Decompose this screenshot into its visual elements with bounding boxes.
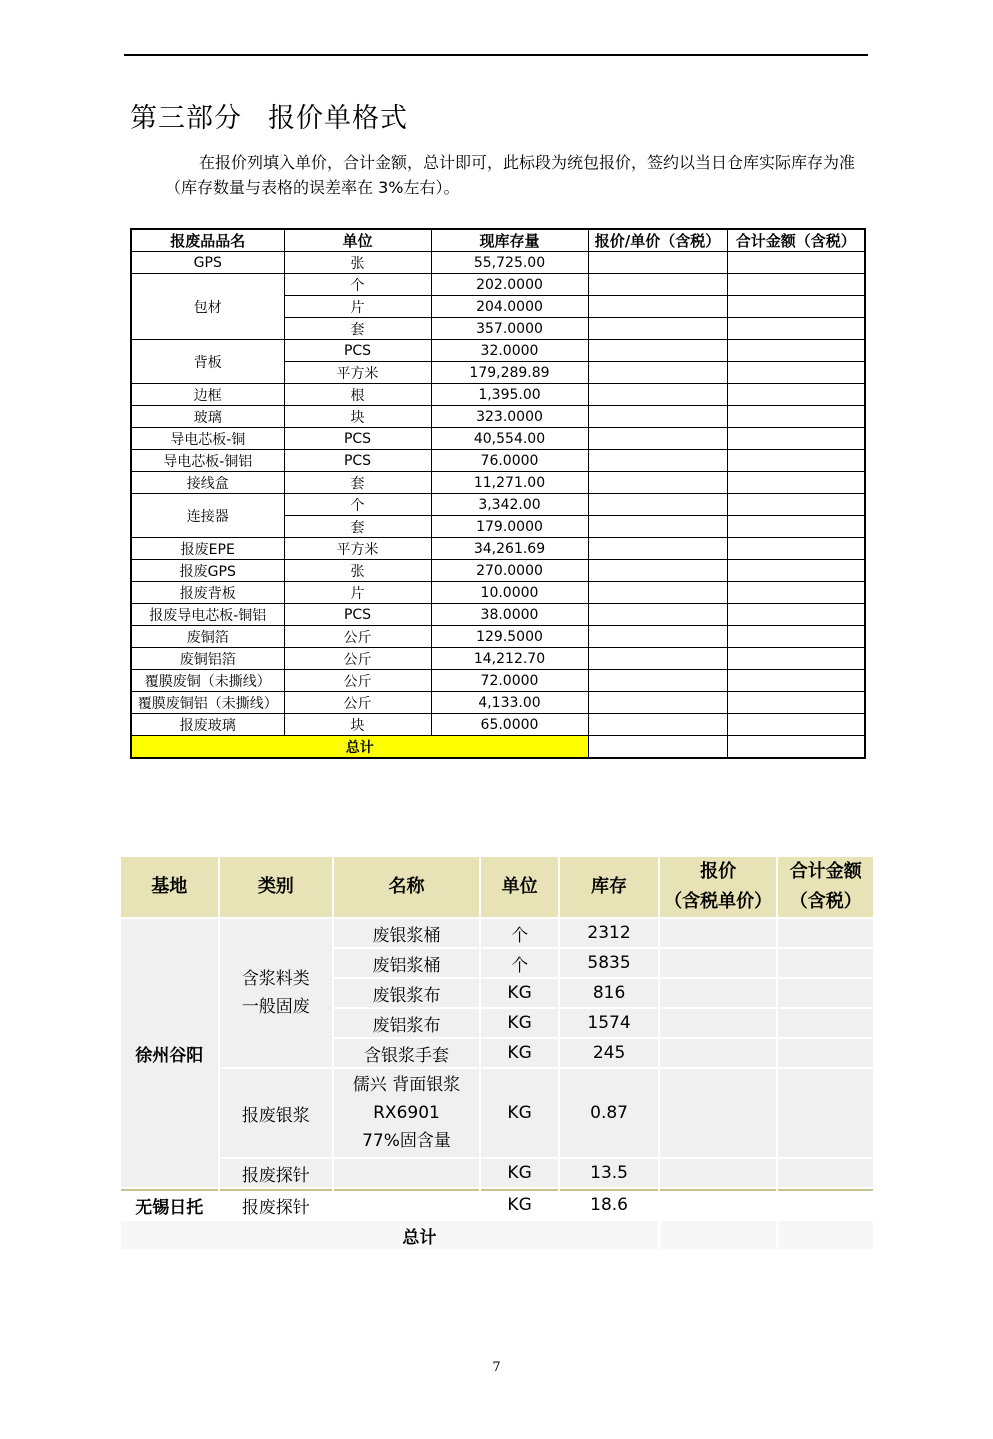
item-name [334, 1159, 479, 1187]
price-input-cell[interactable] [660, 919, 777, 947]
table-row [131, 274, 865, 296]
col-header-base: 基地 [121, 857, 218, 917]
item-stock: 245 [560, 1039, 658, 1067]
table-row [131, 340, 865, 362]
col-header-price: 报价/单价（含税） [588, 229, 727, 252]
item-qty: 323.0000 [431, 406, 588, 428]
amount-header-line2: （含税） [789, 891, 862, 912]
amount-input-cell[interactable] [727, 296, 865, 318]
table-row [121, 919, 873, 947]
price-input-cell[interactable] [660, 1039, 777, 1067]
amount-input-cell[interactable] [778, 1159, 873, 1187]
amount-input-cell[interactable] [727, 428, 865, 450]
amount-input-cell[interactable] [727, 714, 865, 736]
amount-input-cell[interactable] [727, 604, 865, 626]
item-unit: 个 [284, 494, 431, 516]
item-qty: 34,261.69 [431, 538, 588, 560]
total-amount-cell[interactable] [778, 1221, 873, 1249]
col-header-stock: 库存 [560, 857, 658, 917]
table-row [131, 450, 865, 472]
item-name: 导电芯板-铜铝 [131, 450, 284, 472]
item-name [334, 1189, 479, 1219]
price-input-cell[interactable] [588, 670, 727, 692]
item-unit: 个 [481, 949, 558, 977]
quote-table-1 [130, 228, 866, 759]
amount-input-cell[interactable] [727, 450, 865, 472]
col-header-unit: 单位 [284, 229, 431, 252]
item-unit: 片 [284, 582, 431, 604]
table-row [131, 626, 865, 648]
item-stock: 0.87 [560, 1069, 658, 1157]
amount-input-cell[interactable] [778, 1069, 873, 1157]
category-silver-paste: 报废银浆 [220, 1069, 333, 1157]
item-name: 边框 [131, 384, 284, 406]
item-unit: 公斤 [284, 648, 431, 670]
price-input-cell[interactable] [588, 604, 727, 626]
item-name-line3: 77%固含量 [362, 1131, 451, 1151]
table-header-row [131, 229, 865, 252]
item-stock: 5835 [560, 949, 658, 977]
price-header-line2: （含税单价） [664, 891, 773, 912]
item-unit: 根 [284, 384, 431, 406]
table-row [131, 494, 865, 516]
col-header-price [660, 857, 777, 917]
item-qty: 179,289.89 [431, 362, 588, 384]
item-unit: KG [481, 1009, 558, 1037]
amount-input-cell[interactable] [778, 1189, 873, 1219]
item-name: 包材 [131, 274, 284, 340]
table-row [131, 692, 865, 714]
amount-input-cell[interactable] [727, 582, 865, 604]
item-stock: 18.6 [560, 1189, 658, 1219]
item-qty: 179.0000 [431, 516, 588, 538]
amount-input-cell[interactable] [727, 692, 865, 714]
item-stock: 2312 [560, 919, 658, 947]
price-input-cell[interactable] [588, 318, 727, 340]
total-label: 总计 [131, 736, 588, 759]
page-number: 7 [492, 1360, 501, 1375]
item-name-line2: RX6901 [373, 1103, 440, 1123]
item-name [334, 1069, 479, 1157]
item-qty: 204.0000 [431, 296, 588, 318]
item-name: 废银浆桶 [334, 919, 479, 947]
table-row [131, 648, 865, 670]
item-unit: 公斤 [284, 670, 431, 692]
amount-input-cell[interactable] [727, 516, 865, 538]
item-name: 连接器 [131, 494, 284, 538]
price-input-cell[interactable] [588, 472, 727, 494]
item-unit: 公斤 [284, 692, 431, 714]
amount-header-line1: 合计金额 [789, 861, 862, 882]
item-qty: 129.5000 [431, 626, 588, 648]
item-qty: 72.0000 [431, 670, 588, 692]
base-wuxi: 无锡日托 [121, 1189, 218, 1219]
category-line2: 一般固废 [241, 997, 310, 1017]
item-unit: PCS [284, 604, 431, 626]
item-name: 废铜箔 [131, 626, 284, 648]
item-unit: PCS [284, 428, 431, 450]
amount-input-cell[interactable] [778, 919, 873, 947]
item-stock: 816 [560, 979, 658, 1007]
item-qty: 38.0000 [431, 604, 588, 626]
item-name: 报废EPE [131, 538, 284, 560]
category-probe: 报废探针 [220, 1159, 333, 1187]
item-name: 报废导电芯板-铜铝 [131, 604, 284, 626]
item-name: 报废玻璃 [131, 714, 284, 736]
item-name: 报废GPS [131, 560, 284, 582]
item-name: 废铝浆布 [334, 1009, 479, 1037]
item-qty: 65.0000 [431, 714, 588, 736]
item-unit: PCS [284, 450, 431, 472]
item-qty: 11,271.00 [431, 472, 588, 494]
item-name: 废铜铝箔 [131, 648, 284, 670]
table-row [131, 604, 865, 626]
amount-input-cell[interactable] [727, 626, 865, 648]
item-qty: 14,212.70 [431, 648, 588, 670]
total-price-cell[interactable] [588, 736, 727, 759]
table-row [121, 1189, 873, 1219]
price-input-cell[interactable] [660, 1009, 777, 1037]
item-name: 导电芯板-铜 [131, 428, 284, 450]
item-name: 废铝浆桶 [334, 949, 479, 977]
section-title: 报价单格式 [268, 103, 408, 134]
total-row [121, 1221, 873, 1249]
item-qty: 3,342.00 [431, 494, 588, 516]
col-header-name: 名称 [334, 857, 479, 917]
item-unit: KG [481, 1039, 558, 1067]
price-input-cell[interactable] [588, 450, 727, 472]
amount-input-cell[interactable] [727, 648, 865, 670]
item-unit: 张 [284, 252, 431, 274]
item-qty: 10.0000 [431, 582, 588, 604]
amount-input-cell[interactable] [727, 340, 865, 362]
price-input-cell[interactable] [588, 560, 727, 582]
item-unit: 块 [284, 714, 431, 736]
base-xuzhou: 徐州谷阳 [121, 919, 218, 1187]
table-header-row [121, 857, 873, 917]
table-row [131, 428, 865, 450]
table-row [121, 1159, 873, 1187]
col-header-category: 类别 [220, 857, 333, 917]
price-input-cell[interactable] [588, 274, 727, 296]
item-unit: KG [481, 1189, 558, 1219]
amount-input-cell[interactable] [727, 670, 865, 692]
item-unit: 平方米 [284, 538, 431, 560]
amount-input-cell[interactable] [727, 274, 865, 296]
item-unit: 张 [284, 560, 431, 582]
table-row [131, 406, 865, 428]
total-price-cell[interactable] [660, 1221, 777, 1249]
item-qty: 55,725.00 [431, 252, 588, 274]
price-input-cell[interactable] [588, 714, 727, 736]
item-qty: 40,554.00 [431, 428, 588, 450]
item-qty: 4,133.00 [431, 692, 588, 714]
item-unit: 套 [284, 516, 431, 538]
col-header-unit: 单位 [481, 857, 558, 917]
price-input-cell[interactable] [588, 340, 727, 362]
price-input-cell[interactable] [660, 949, 777, 977]
header-rule [124, 54, 868, 56]
col-header-stock: 现库存量 [431, 229, 588, 252]
price-input-cell[interactable] [660, 1159, 777, 1187]
item-unit: 个 [284, 274, 431, 296]
amount-input-cell[interactable] [727, 384, 865, 406]
category-line1: 含浆料类 [241, 969, 310, 989]
amount-input-cell[interactable] [778, 1009, 873, 1037]
price-input-cell[interactable] [588, 296, 727, 318]
item-qty: 202.0000 [431, 274, 588, 296]
col-header-name: 报废品品名 [131, 229, 284, 252]
quote-table-2 [119, 855, 875, 1251]
total-row [131, 736, 865, 759]
amount-input-cell[interactable] [727, 472, 865, 494]
item-stock: 13.5 [560, 1159, 658, 1187]
item-qty: 76.0000 [431, 450, 588, 472]
item-unit: 片 [284, 296, 431, 318]
table-row [131, 384, 865, 406]
table-row [131, 582, 865, 604]
item-name: 背板 [131, 340, 284, 384]
item-unit: KG [481, 979, 558, 1007]
table-row [131, 252, 865, 274]
table-row [131, 714, 865, 736]
total-amount-cell[interactable] [727, 736, 865, 759]
category-probe: 报废探针 [220, 1189, 333, 1219]
item-qty: 270.0000 [431, 560, 588, 582]
category-paste-waste [220, 919, 333, 1067]
amount-input-cell[interactable] [778, 1039, 873, 1067]
amount-input-cell[interactable] [727, 494, 865, 516]
price-input-cell[interactable] [588, 692, 727, 714]
item-name: 接线盒 [131, 472, 284, 494]
item-name: 玻璃 [131, 406, 284, 428]
table-row [131, 560, 865, 582]
section-heading [130, 96, 408, 135]
amount-input-cell[interactable] [727, 560, 865, 582]
price-input-cell[interactable] [660, 979, 777, 1007]
price-input-cell[interactable] [660, 1189, 777, 1219]
section-part: 第三部分 [130, 103, 242, 134]
item-name: 覆膜废铜铝（未撕线） [131, 692, 284, 714]
col-header-amount: 合计金额（含税） [727, 229, 865, 252]
item-unit: 套 [284, 472, 431, 494]
amount-input-cell[interactable] [727, 252, 865, 274]
item-unit: 个 [481, 919, 558, 947]
item-unit: KG [481, 1159, 558, 1187]
price-input-cell[interactable] [588, 516, 727, 538]
price-header-line1: 报价 [700, 861, 737, 882]
table-row [131, 472, 865, 494]
amount-input-cell[interactable] [727, 362, 865, 384]
intro-paragraph [165, 150, 870, 200]
item-unit: KG [481, 1069, 558, 1157]
price-input-cell[interactable] [588, 252, 727, 274]
price-input-cell[interactable] [660, 1069, 777, 1157]
item-stock: 1574 [560, 1009, 658, 1037]
price-input-cell[interactable] [588, 648, 727, 670]
price-input-cell[interactable] [588, 428, 727, 450]
amount-input-cell[interactable] [727, 406, 865, 428]
price-input-cell[interactable] [588, 538, 727, 560]
price-input-cell[interactable] [588, 406, 727, 428]
item-name: 报废背板 [131, 582, 284, 604]
table-row [131, 670, 865, 692]
price-input-cell[interactable] [588, 582, 727, 604]
item-unit: 平方米 [284, 362, 431, 384]
amount-input-cell[interactable] [727, 538, 865, 560]
price-input-cell[interactable] [588, 494, 727, 516]
item-name: 含银浆手套 [334, 1039, 479, 1067]
item-unit: PCS [284, 340, 431, 362]
item-name: GPS [131, 252, 284, 274]
intro-text: 在报价列填入单价，合计金额，总计即可，此标段为统包报价，签约以当日仓库实际库存为准（库存数量与表格的误差率在 3%左右）。 [165, 153, 856, 197]
price-input-cell[interactable] [588, 626, 727, 648]
item-qty: 357.0000 [431, 318, 588, 340]
col-header-amount [778, 857, 873, 917]
price-input-cell[interactable] [588, 384, 727, 406]
item-qty: 32.0000 [431, 340, 588, 362]
item-name: 覆膜废铜（未撕线） [131, 670, 284, 692]
amount-input-cell[interactable] [778, 949, 873, 977]
amount-input-cell[interactable] [778, 979, 873, 1007]
table-row [131, 538, 865, 560]
item-unit: 块 [284, 406, 431, 428]
item-unit: 套 [284, 318, 431, 340]
item-qty: 1,395.00 [431, 384, 588, 406]
total-label: 总计 [121, 1221, 658, 1249]
table-row [121, 1069, 873, 1157]
item-name-line1: 儒兴 背面银浆 [352, 1075, 461, 1095]
price-input-cell[interactable] [588, 362, 727, 384]
item-name: 废银浆布 [334, 979, 479, 1007]
item-unit: 公斤 [284, 626, 431, 648]
amount-input-cell[interactable] [727, 318, 865, 340]
